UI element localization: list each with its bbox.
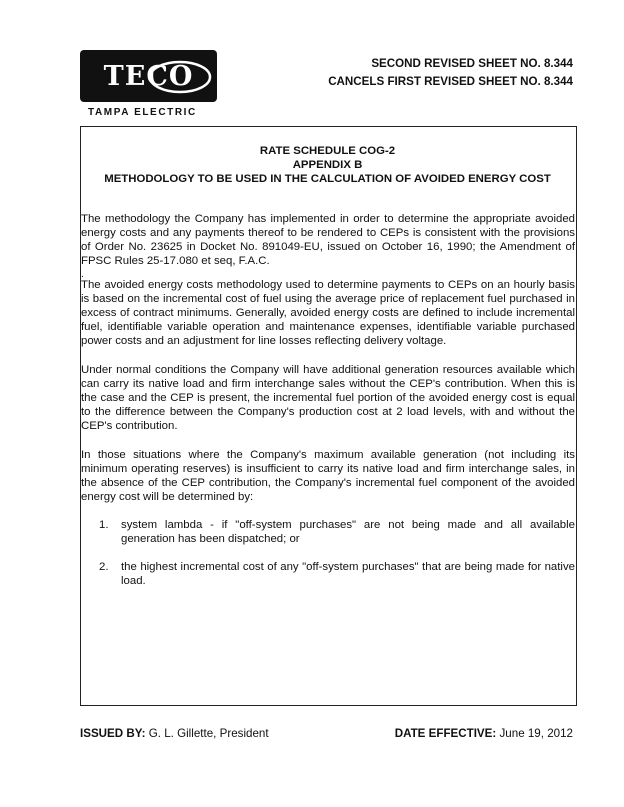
date-effective [395, 727, 573, 740]
list-item [81, 560, 575, 588]
paragraph-3: Under normal conditions the Company will have additional generation resources available which can carry its native load and firm interchange sales without the CEP's contribution. When this is the case and the CEP is present, the incremental fuel portion of the avoided energy cost is equal to the difference between the Company's production cost at 2 load levels, with and without the CEP's contribution. [81, 364, 575, 432]
list-item-text: system lambda - if "off-system purchases" are not being made and all available generation has been dispatched; or [121, 519, 575, 545]
sheet-number-block [328, 55, 573, 91]
issued-by-label: ISSUED BY: [80, 727, 146, 740]
sheet-cancels-line: CANCELS FIRST REVISED SHEET NO. 8.344 [328, 75, 573, 88]
logo-subtitle: TAMPA ELECTRIC [88, 107, 197, 118]
sheet-number-line: SECOND REVISED SHEET NO. 8.344 [371, 57, 573, 70]
list-item-text: the highest incremental cost of any "off-system purchases" that are being made for native load. [121, 561, 575, 587]
list-item-number: 2. [99, 561, 109, 573]
list-item-number: 1. [99, 519, 109, 531]
paragraph-1: The methodology the Company has implemented in order to determine the appropriate avoided energy costs and any payments thereof to be rendered to CEPs is consistent with the provisions of Order No. 23625 in Docket No. 891049-EU, issued on October 16, 1990; the Amendment of FPSC Rules 25-17.080 et seq, F.A.C. [81, 213, 575, 267]
date-effective-label: DATE EFFECTIVE: [394, 727, 497, 740]
title-rate-schedule: RATE SCHEDULE COG-2 [259, 145, 396, 157]
logo-badge [80, 50, 217, 102]
paragraph-2: The avoided energy costs methodology used to determine payments to CEPs on an hourly basis is based on the incremental cost of fuel using the average price of replacement fuel purchased in excess of contract minimums. Generally, avoided energy costs are defined to include incremental fuel, identifiable variable operation and maintenance expenses, identifiable variable purchased power costs and an adjustment for line losses reflecting delivery voltage. [81, 279, 575, 347]
document-body [81, 212, 575, 602]
issued-by-value: G. L. Gillette, President [148, 727, 269, 740]
paragraph-4: In those situations where the Company's maximum available generation (not including its minimum operating reserves) is insufficient to carry its native load and firm interchange sales, in the absence of the CEP contribution, the Company's incremental fuel component of the avoided energy cost will be determined by: [81, 449, 575, 503]
company-logo [80, 50, 223, 118]
stray-dot: . [81, 269, 84, 280]
logo-text: TECO [103, 60, 194, 92]
title-appendix: APPENDIX B [292, 159, 363, 171]
title-methodology: METHODOLOGY TO BE USED IN THE CALCULATION OF AVOIDED ENERGY COST [104, 173, 551, 185]
list-item [81, 518, 575, 546]
issued-by [80, 727, 269, 740]
date-effective-value: June 19, 2012 [499, 727, 573, 740]
numbered-list [81, 518, 575, 588]
document-title [80, 144, 575, 186]
